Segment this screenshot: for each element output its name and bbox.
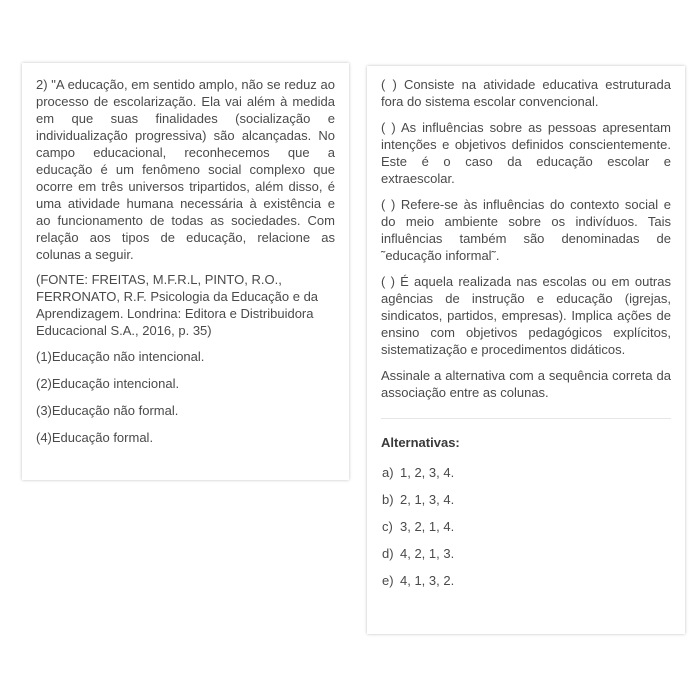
question-text: 2) "A educação, em sentido amplo, não se reduz ao processo de escolarização. Ela vai além à medida em que suas finalidades (socialização e individualização progressiva) são alcançadas. No campo educacional, reconhecemos que a educação é um fenômeno social complexo que ocorre em três universos tripartidos, além disso, é uma atividade humana necessária à existência e ao funcionamento de todas as sociedades. Com relação aos tipos de educação, relacione as colunas a seguir. (36, 77, 335, 262)
alternative-text: 2, 1, 3, 4. (400, 492, 455, 507)
alternative-text: 3, 2, 1, 4. (400, 519, 455, 534)
alternative-letter: a) (382, 465, 394, 480)
alternative-c[interactable] (381, 518, 671, 535)
answer-card (367, 66, 685, 634)
alternative-a[interactable] (381, 464, 671, 481)
divider (381, 418, 671, 419)
alternative-b[interactable] (381, 491, 671, 508)
association-item-4: ( ) É aquela realizada nas escolas ou em outras agências de instrução e educação (igrejas, sindicatos, partidos, empresas). Implica ações de ensino com objetivos pedagógicos explícitos, sistematização e procedimentos didáticos. (381, 274, 671, 357)
alternative-text: 4, 2, 1, 3. (400, 546, 455, 561)
alternative-text: 1, 2, 3, 4. (400, 465, 455, 480)
association-item-3: ( ) Refere-se às influências do contexto social e do meio ambiente sobre os indivíduos. Tais influências também são denominadas de ˜educação informal˜. (381, 197, 671, 263)
source-citation: (FONTE: FREITAS, M.F.R.L, PINTO, R.O., FERRONATO, R.F. Psicologia da Educação e da Aprendizagem. Londrina: Editora e Distribuidora Educacional S.A., 2016, p. 35) (36, 272, 319, 338)
column-item-4: (4)Educação formal. (36, 430, 154, 445)
instruction-text: Assinale a alternativa com a sequência correta da associação entre as colunas. (381, 368, 671, 400)
column-item-3: (3)Educação não formal. (36, 403, 179, 418)
alternative-letter: e) (382, 573, 394, 588)
alternative-text: 4, 1, 3, 2. (400, 573, 455, 588)
column-item-2: (2)Educação intencional. (36, 376, 180, 391)
alternatives-heading: Alternativas: (381, 435, 460, 450)
alternative-e[interactable] (381, 572, 671, 589)
alternative-d[interactable] (381, 545, 671, 562)
alternative-letter: d) (382, 546, 394, 561)
column-item-1: (1)Educação não intencional. (36, 349, 205, 364)
association-item-2: ( ) As influências sobre as pessoas apresentam intenções e objetivos definidos conscientemente. Este é o caso da educação escolar e extraescolar. (381, 120, 671, 186)
question-card (22, 63, 349, 480)
alternative-letter: c) (382, 519, 393, 534)
association-item-1: ( ) Consiste na atividade educativa estruturada fora do sistema escolar convencional. (381, 77, 671, 109)
alternative-letter: b) (382, 492, 394, 507)
